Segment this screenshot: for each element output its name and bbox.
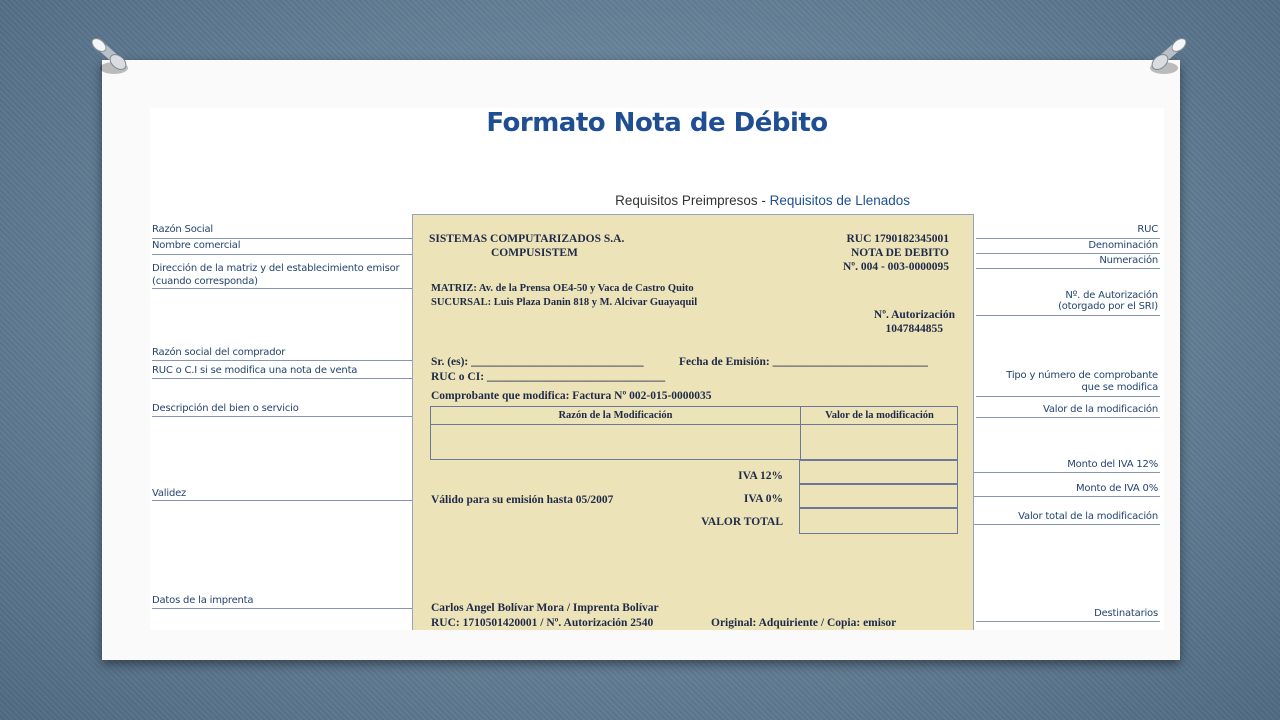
document-type: NOTA DE DEBITO (851, 247, 949, 259)
leader-line (960, 496, 1160, 497)
iva12-label: IVA 12% (738, 470, 783, 482)
trade-name: COMPUSISTEM (491, 247, 578, 259)
label-tipo-comprobante: Tipo y número de comprobante (1006, 370, 1158, 381)
ruc-number: RUC 1790182345001 (846, 233, 949, 245)
label-razon-social: Razón Social (152, 224, 213, 235)
label-razon-comprador: Razón social del comprador (152, 347, 286, 358)
subtitle-preimpresos: Requisitos Preimpresos - (615, 193, 770, 208)
label-direccion-nota: (cuando corresponda) (152, 276, 258, 287)
copies-note: Original: Adquiriente / Copia: emisor (711, 617, 897, 629)
label-iva0: Monto de IVA 0% (1075, 483, 1158, 494)
modification-table (430, 406, 958, 460)
label-tipo-comprobante-2: que se modifica (1081, 382, 1158, 393)
iva0-label: IVA 0% (743, 493, 783, 505)
col-valor-header: Valor de la modificación (825, 410, 934, 421)
leader-line (976, 396, 1160, 397)
table-divider (431, 424, 957, 425)
debit-note-form (412, 214, 974, 630)
label-numeracion: Numeración (1099, 255, 1158, 266)
label-nombre-comercial: Nombre comercial (152, 240, 241, 251)
label-ruc-ci: RUC o C.I si se modifica una nota de venta (152, 365, 358, 376)
printer-ruc: RUC: 1710501420001 / Nº. Autorización 2540 (431, 617, 654, 629)
push-pin-icon (1146, 38, 1190, 82)
matriz-address: MATRIZ: Av. de la Prensa OE4-50 y Vaca de Castro Quito (431, 283, 694, 294)
leader-line (960, 472, 1160, 473)
leader-line (152, 238, 412, 239)
company-name: SISTEMAS COMPUTARIZADOS S.A. (429, 233, 625, 245)
label-valor-total: Valor total de la modificación (1018, 511, 1158, 522)
document-image (150, 108, 1164, 630)
leader-line (976, 621, 1160, 622)
validity-text: Válido para su emisión hasta 05/2007 (431, 494, 614, 506)
leader-line (960, 524, 1160, 525)
push-pin-icon (88, 38, 132, 82)
document-number: Nº. 004 - 003-0000095 (842, 261, 949, 273)
leader-line (976, 417, 1160, 418)
printer-name: Carlos Angel Bolívar Mora / Imprenta Bolívar (431, 602, 659, 614)
authorization-label: Nº. Autorización (873, 309, 955, 321)
label-valor-modificacion: Valor de la modificación (1043, 404, 1158, 415)
sucursal-address: SUCURSAL: Luis Plaza Danin 818 y M. Alcivar Guayaquil (431, 297, 698, 308)
col-razon-header: Razón de la Modificación (558, 410, 673, 421)
label-destinatarios: Destinatarios (1094, 608, 1158, 619)
label-denominacion: Denominación (1088, 240, 1158, 251)
label-descripcion: Descripción del bien o servicio (152, 403, 299, 414)
leader-line (976, 238, 1160, 239)
page-title: Formato Nota de Débito (486, 108, 828, 138)
label-iva12: Monto del IVA 12% (1067, 459, 1158, 470)
leader-line (152, 288, 412, 289)
total-label: VALOR TOTAL (701, 516, 783, 528)
leader-line (152, 608, 412, 609)
leader-line (152, 360, 412, 361)
leader-line (152, 500, 412, 501)
label-datos-imprenta: Datos de la imprenta (152, 595, 254, 606)
subtitle (150, 193, 910, 208)
subtitle-llenados: Requisitos de Llenados (769, 193, 910, 208)
total-box (799, 508, 958, 534)
issue-date-field: Fecha de Emisión: ___________________________ (679, 356, 928, 368)
label-autorizacion: Nº. de Autorización (1065, 290, 1158, 301)
modified-voucher: Comprobante que modifica: Factura Nº 002-015-0000035 (431, 390, 712, 402)
leader-line (976, 268, 1160, 269)
iva12-box (799, 460, 958, 484)
slide-board (102, 60, 1180, 660)
label-direccion: Dirección de la matriz y del establecimiento emisor (152, 263, 400, 274)
buyer-name-field: Sr. (es): ______________________________ (431, 356, 644, 368)
leader-line (152, 416, 412, 417)
buyer-ruc-field: RUC o CI: _______________________________ (431, 371, 666, 383)
label-validez: Validez (152, 488, 187, 499)
leader-line (152, 378, 412, 379)
iva0-box (799, 484, 958, 508)
label-autorizacion-sri: (otorgado por el SRI) (1058, 301, 1158, 312)
authorization-number: 1047844855 (885, 323, 943, 335)
leader-line (976, 253, 1160, 254)
leader-line (976, 315, 1160, 316)
leader-line (152, 254, 412, 255)
label-ruc: RUC (1137, 224, 1158, 235)
